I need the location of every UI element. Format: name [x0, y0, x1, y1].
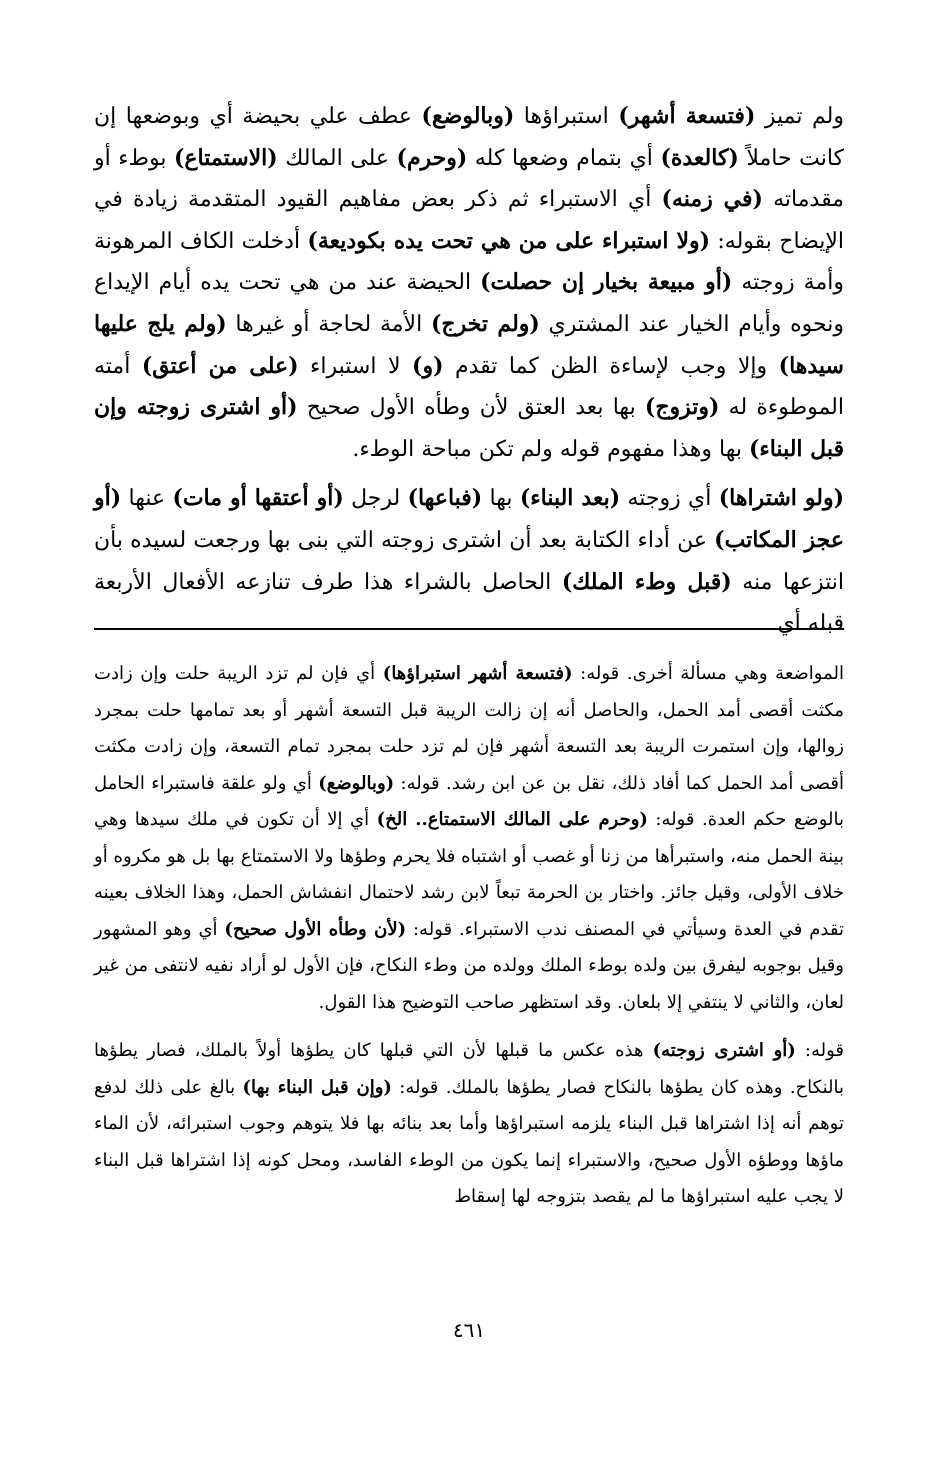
text-run: أي ولو علقة فاستبراء الحامل بالوضع حكم العدة. قوله: [94, 772, 844, 830]
footnote-paragraph-2 [94, 1033, 844, 1216]
text-run: المواضعة وهي مسألة أخرى. قوله: [572, 663, 844, 684]
text-run: أي الاستبراء ثم ذكر بعض مفاهيم القيود المتقدمة زيادة في الإيضاح بقوله: [94, 187, 845, 254]
bold-phrase: (أو اشترى زوجته) [652, 1040, 796, 1061]
bold-phrase: (ولم تخرج) [430, 310, 540, 337]
footnotes [94, 656, 844, 1216]
text-run: الحيضة عند من هي تحت يده أيام الإيداع ونحوه وأيام الخيار عند المشتري [94, 270, 844, 337]
text-run: استبراؤها [514, 104, 619, 129]
text-run: أي زوجته [620, 486, 719, 512]
bold-phrase: (أو أعتقها أو مات) [172, 485, 344, 512]
text-run: عن أداء الكتابة بعد أن اشترى زوجته التي بنى بها ورجعت لسيده بأن انتزعها منه [94, 527, 844, 595]
main-paragraph-2 [94, 478, 844, 644]
bold-phrase: (فباعها) [407, 485, 483, 512]
text-run: بوطء أو مقدماته [94, 145, 844, 213]
bold-phrase: (بعد البناء) [519, 485, 621, 512]
text-run: قوله: [795, 1040, 844, 1061]
bold-phrase: (على من أعتق) [141, 352, 299, 379]
footnote-paragraph-1 [94, 656, 844, 1021]
bold-phrase: (وإن قبل البناء بها) [242, 1076, 392, 1098]
bold-phrase: (كالعدة) [660, 144, 739, 171]
bold-phrase: (فتسعة أشهر استبراؤها) [382, 663, 573, 684]
bold-phrase: (في زمنه) [661, 186, 763, 213]
page-number: ٤٦١ [452, 1318, 486, 1342]
text-run: بها وهذا مفهوم قوله ولم تكن مباحة الوطء. [352, 436, 749, 462]
text-run: أي وهو المشهور وقيل بوجوبه ليفرق بين ولده بوطء الملك وولده من وطء النكاح، فإن الأول لو أراد نفيه لانتفى من غير لعان، والثاني لا ينتفي إلا بلعان. وقد استظهر صاحب التوضيح هذا القول. [94, 918, 844, 1013]
text-run: هذه عكس ما قبلها لأن التي قبلها كان يطؤها أولاً بالملك، فصار يطؤها بالنكاح. وهذه كان يطؤها بالنكاح فصار يطؤها بالملك. قوله: [94, 1040, 844, 1098]
text-run: عنها [121, 486, 173, 512]
text-run: بها [482, 486, 520, 512]
bold-phrase: (وبالوضع) [318, 772, 395, 794]
text-run: لرجل [343, 486, 408, 512]
bold-phrase: (وحرم) [396, 144, 468, 171]
bold-phrase: (أو اشترى زوجته وإن قبل البناء) [94, 394, 844, 462]
bold-phrase: (و) [412, 352, 444, 379]
main-text [94, 96, 844, 645]
text-run: الأمة لحاجة أو غيرها [226, 311, 431, 337]
text-run: لا استبراء [298, 353, 413, 379]
bold-phrase: (ولا استبراء على من هي تحت يده بكوديعة) [307, 227, 711, 254]
text-run: الحاصل بالشراء هذا طرف تنازعه الأفعال الأربعة قبله أي [94, 569, 844, 637]
bold-phrase: (الاستمتاع) [173, 144, 278, 171]
bold-phrase: (أو مبيعة بخيار إن حصلت) [480, 269, 733, 296]
bold-phrase: (وبالوضع) [421, 103, 515, 129]
text-run: أمته الموطوءة له [94, 353, 845, 421]
bold-phrase: (ولو اشتراها) [718, 485, 844, 512]
bold-phrase: (أو عجز المكاتب) [94, 485, 844, 553]
bold-phrase: (لأن وطأه الأول صحيح) [224, 918, 407, 940]
text-run: بالغ على ذلك لدفع توهم أنه إذا اشتراها قبل البناء يلزمه استبراؤها وأما بعد بنائه بها فلا يتوهم وجوب استبرائه، لأن الماء ماؤها ووطؤه الأول صحيح، والاستبراء إنما يكون من الوطء الفاسد، ومحل كونه إذا اشتراها قبل البناء لا يجب عليه استبراؤها ما لم يقصد بتزوجه لها إسقاط [94, 1076, 844, 1207]
text-run: على المالك [277, 145, 397, 171]
text-run: أي إلا أن تكون في ملك سيدها وهي بينة الحمل منه، واستبرأها من زنا أو غصب أو اشتباه فلا يحرم وطؤها ولا الاستمتاع بها بل هو مكروه أو خلاف الأولى، وقيل جائز. واختار بن الحرمة تبعاً لابن رشد لاحتمال انفشاش الحمل، وهذا الخلاف بعينه تقدم في العدة وسيأتي في المصنف ندب الاستبراء. قوله: [94, 809, 844, 940]
footnote-separator [94, 628, 844, 630]
main-paragraph-1 [94, 96, 844, 470]
text-run: ولم تميز [755, 104, 844, 129]
text-run: أي فإن لم تزد الريبة حلت وإن زادت مكثت أقصى أمد الحمل، والحاصل أنه إن زالت الريبة قبل التسعة أشهر أو بعد تمامها حلت بمجرد زوالها، وإن استمرت الريبة بعد التسعة أشهر فإن لم تزد حلت بمجرد تمام التسعة، وإن زادت مكثت أقصى أمد الحمل كما أفاد ذلك، نقل بن عن ابن رشد. قوله: [94, 663, 845, 794]
text-run: أدخلت الكاف المرهونة وأمة زوجته [94, 228, 844, 296]
bold-phrase: (ولم يلج عليها سيدها) [94, 310, 844, 379]
bold-phrase: (وتزوج) [644, 394, 720, 421]
text-run: عطف علي بحيضة أي وبوضعها إن كانت حاملاً [94, 104, 844, 171]
bold-phrase: (وحرم على المالك الاستمتاع.. الخ) [376, 809, 648, 830]
text-run: وإلا وجب لإساءة الظن كما تقدم [443, 353, 779, 379]
text-run: أي بتمام وضعها كله [467, 145, 661, 171]
text-run: بها بعد العتق لأن وطأه الأول صحيح [297, 395, 645, 421]
bold-phrase: (فتسعة أشهر) [618, 103, 756, 129]
bold-phrase: (قبل وطء الملك) [561, 568, 732, 595]
